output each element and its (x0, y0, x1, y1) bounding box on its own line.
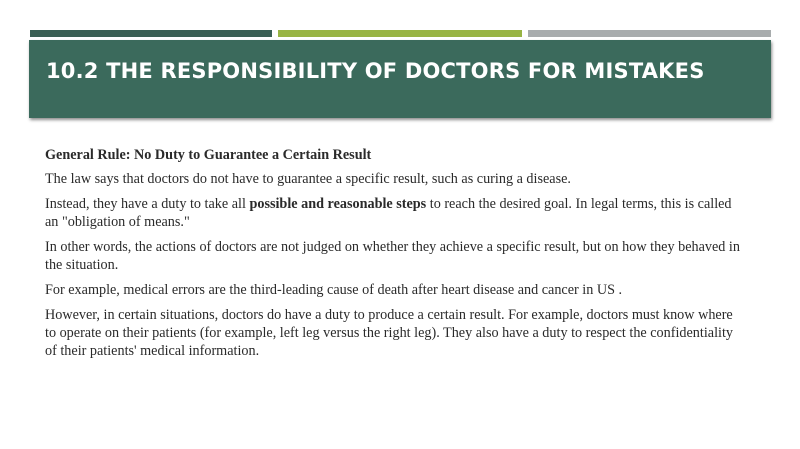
paragraph-2-text-end: to reach the desired goal. In legal terms, this is called an "obligation of means." (45, 196, 732, 230)
slide-body (45, 146, 745, 367)
paragraph-2-text-start: Instead, they have a duty to take all (45, 196, 250, 212)
paragraph-3: In other words, the actions of doctors are not judged on whether they achieve a specific result, but on how they behaved in the situation. (45, 239, 740, 273)
section-heading: General Rule: No Duty to Guarantee a Certain Result (45, 147, 372, 163)
paragraph-4: For example, medical errors are the third-leading cause of death after heart disease and cancer in US . (45, 282, 623, 298)
paragraph-1: The law says that doctors do not have to guarantee a specific result, such as curing a disease. (45, 171, 571, 187)
paragraph-5: However, in certain situations, doctors do have a duty to produce a certain result. For example, doctors must know where to operate on their patients (for example, left leg versus the right leg). They also have a duty to respect the confidentiality of their patients' medical information. (45, 307, 733, 359)
accent-bar-gray (528, 30, 771, 37)
slide-title: 10.2 THE RESPONSIBILITY OF DOCTORS FOR MISTAKES (46, 59, 705, 83)
paragraph-2-emphasis: possible and reasonable steps (249, 196, 427, 212)
accent-bar-lime (278, 30, 522, 37)
title-band (29, 40, 771, 118)
accent-bar-dark-green (30, 30, 272, 37)
paragraph-2 (45, 195, 745, 231)
